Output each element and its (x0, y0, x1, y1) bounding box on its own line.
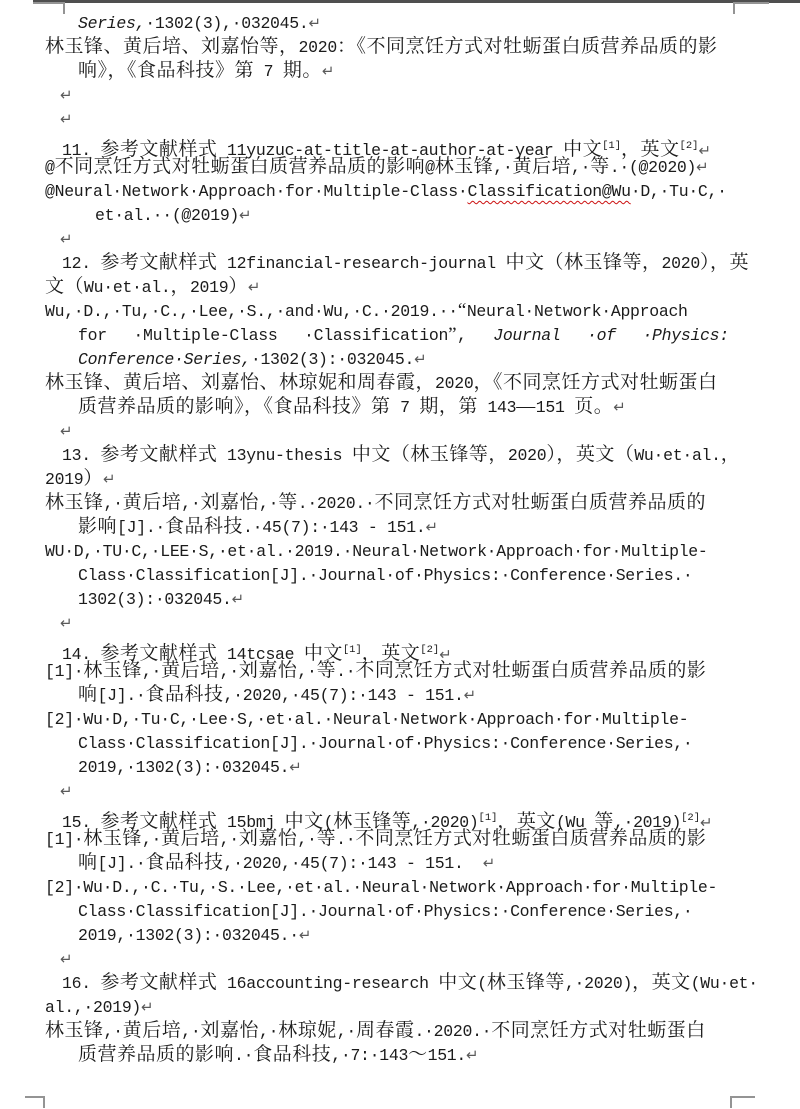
superscript-ref: [1] (602, 140, 622, 152)
text-line: 响[J].·食品科技,·2020,·45(7):·143 - 151.↵ (78, 684, 477, 705)
paragraph-mark: ↵ (439, 645, 452, 664)
text-line: 16. 参考文献样式 16accounting-research 中文(林玉锋等,·2020)，英文(Wu·et· (62, 972, 758, 993)
paragraph-mark: ↵ (231, 590, 245, 608)
paragraph-mark: ↵ (321, 62, 335, 80)
paragraph-mark: ↵ (141, 998, 154, 1016)
text-line: [2]·Wu·D,·Tu·C,·Lee·S,·et·al.·Neural·Network·Approach·for·Multiple- (45, 710, 689, 729)
text-line: 2019,·1302(3):·032045.·↵ (78, 926, 312, 945)
text-line: 响[J].·食品科技,·2020,·45(7):·143 - 151. ↵ (78, 852, 496, 873)
empty-paragraph (60, 83, 800, 107)
superscript-ref: [2] (679, 140, 699, 152)
superscript-ref: [2] (681, 812, 700, 824)
text-boundary-mark-bottom-right (730, 1096, 755, 1108)
window-edge-strip (33, 0, 800, 3)
text-line: Class·Classification[J].·Journal·of·Physics:·Conference·Series,· (78, 734, 693, 753)
text-boundary-mark-bottom-left (25, 1096, 45, 1108)
paragraph-mark: ↵ (239, 206, 252, 224)
paragraph-mark: ↵ (247, 278, 261, 296)
text-line: @不同烹饪方式对牡蛎蛋白质营养品质的影响@林玉锋,·黄后培,·等.·(@2020)↵ (45, 156, 709, 177)
paragraph-mark: ↵ (482, 854, 496, 872)
text-line: 文（Wu·et·al.，2019）↵ (45, 276, 261, 297)
text-line: 12. 参考文献样式 12financial-research-journal 中文（林玉锋等，2020），英 (62, 252, 749, 273)
paragraph-mark: ↵ (700, 813, 713, 832)
text-line: 影响[J].·食品科技.·45(7):·143 - 151.↵ (78, 516, 439, 537)
text-line: 林玉锋、黄后培、刘嘉怡、林琼妮和周春霞，2020，《不同烹饪方式对牡蛎蛋白 (45, 372, 718, 393)
text-line: Class·Classification[J].·Journal·of·Physics:·Conference·Series,· (78, 902, 693, 921)
text-line: 11. 参考文献样式 11yuzuc-at-title-at-author-at-year 中文[1]，英文[2]↵ (62, 131, 800, 155)
paragraph-mark: ↵ (60, 86, 73, 104)
text-line: 2019,·1302(3):·032045.↵ (78, 758, 302, 777)
paragraph-mark: ↵ (60, 614, 73, 632)
paragraph-mark: ↵ (308, 14, 322, 32)
text-line: al.,·2019)↵ (45, 998, 154, 1017)
text-line: 15. 参考文献样式 15bmj 中文(林玉锋等,·2020)[1]，英文(Wu 等,·2019)[2]↵ (62, 803, 800, 827)
paragraph-mark: ↵ (698, 141, 712, 160)
paragraph-mark: ↵ (414, 350, 427, 368)
text-line: 林玉锋,·黄后培,·刘嘉怡,·林琼妮,·周春霞.·2020.·不同烹饪方式对牡蛎蛋白 (45, 1020, 706, 1041)
text-line: 14. 参考文献样式 14tcsae 中文[1]，英文[2]↵ (62, 635, 800, 659)
text-line: Conference·Series,·1302(3):·032045.↵ (78, 350, 427, 369)
text-line: @Neural·Network·Approach·for·Multiple-Class·Classification@Wu·D,·Tu·C,· (45, 182, 727, 201)
empty-paragraph (60, 419, 800, 443)
text-line: Wu,·D.,·Tu,·C.,·Lee,·S.,·and·Wu,·C.·2019.··“Neural·Network·Approach (45, 300, 688, 321)
superscript-ref: [1] (342, 644, 362, 656)
paragraph-mark: ↵ (60, 782, 73, 800)
text-line: 质营养品质的影响》，《食品科技》第 7 期，第 143—151 页。↵ (78, 396, 626, 417)
text-line: [1]·林玉锋,·黄后培,·刘嘉怡,·等.·不同烹饪方式对牡蛎蛋白质营养品质的影 (45, 828, 707, 849)
paragraph-mark: ↵ (425, 518, 439, 536)
text-line: 林玉锋,·黄后培,·刘嘉怡,·等.·2020.·不同烹饪方式对牡蛎蛋白质营养品质的 (45, 492, 707, 513)
text-line: Series,·1302(3),·032045.↵ (78, 14, 322, 33)
paragraph-mark: ↵ (60, 230, 73, 248)
paragraph-mark: ↵ (60, 110, 73, 128)
paragraph-mark: ↵ (463, 686, 477, 704)
empty-paragraph (60, 107, 800, 131)
text-line: WU·D,·TU·C,·LEE·S,·et·al.·2019.·Neural·Network·Approach·for·Multiple- (45, 542, 708, 561)
text-line: 质营养品质的影响.·食品科技,·7:·143～151.↵ (78, 1044, 479, 1065)
paragraph-mark: ↵ (466, 1046, 479, 1064)
text-line: et·al.··(@2019)↵ (95, 206, 252, 225)
empty-paragraph (60, 947, 800, 971)
document-body[interactable] (0, 11, 800, 1067)
text-line: Class·Classification[J].·Journal·of·Physics:·Conference·Series.· (78, 566, 693, 585)
paragraph-mark: ↵ (102, 470, 116, 488)
text-line: [2]·Wu·D.,·C.·Tu,·S.·Lee,·et·al.·Neural·Network·Approach·for·Multiple- (45, 878, 718, 897)
spellcheck-squiggle: Classification@Wu (467, 182, 631, 201)
empty-paragraph (60, 227, 800, 251)
text-line: 1302(3):·032045.↵ (78, 590, 245, 609)
empty-paragraph (60, 779, 800, 803)
paragraph-mark: ↵ (60, 422, 73, 440)
paragraph-mark: ↵ (696, 158, 709, 176)
paragraph-mark: ↵ (289, 758, 302, 776)
superscript-ref: [1] (478, 812, 498, 824)
superscript-ref: [2] (420, 644, 440, 656)
paragraph-mark: ↵ (298, 926, 312, 944)
text-line: for ·Multiple-Class ·Classification”, Journal ·of ·Physics: (78, 324, 729, 345)
text-line: 林玉锋、黄后培、刘嘉怡等，2020：《不同烹饪方式对牡蛎蛋白质营养品质的影 (45, 36, 718, 57)
text-line: 2019）↵ (45, 468, 116, 489)
text-line: 13. 参考文献样式 13ynu-thesis 中文（林玉锋等，2020），英文（Wu·et·al.， (62, 444, 741, 465)
paragraph-mark: ↵ (60, 950, 73, 968)
paragraph-mark: ↵ (613, 398, 626, 416)
text-line: [1]·林玉锋,·黄后培,·刘嘉怡,·等.·不同烹饪方式对牡蛎蛋白质营养品质的影 (45, 660, 707, 681)
text-line: 响》，《食品科技》第 7 期。↵ (78, 60, 335, 81)
empty-paragraph (60, 611, 800, 635)
